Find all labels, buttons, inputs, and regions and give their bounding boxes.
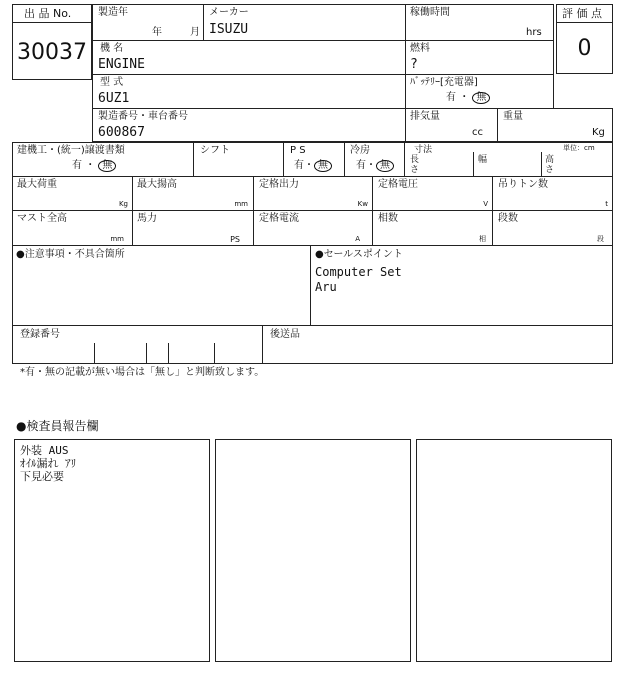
rated-voltage-unit: V (483, 200, 488, 208)
model-type-value: 6UZ1 (98, 91, 130, 106)
battery-label: ﾊﾞｯﾃﾘｰ[充電器] (410, 77, 478, 88)
fuel-label: 燃料 (410, 43, 430, 54)
dimensions-unit: 単位：cm (563, 144, 595, 152)
stage-count-unit: 段 (597, 235, 604, 243)
weight-unit: Kg (592, 127, 605, 138)
listing-number-label: 出 品 No. (24, 7, 72, 20)
aircon-yes-no: 有・ 無 (356, 160, 394, 172)
battery-yes-no: 有 ・ 無 (446, 92, 490, 104)
max-load-unit: Kg (118, 200, 128, 208)
mast-height-unit: mm (110, 235, 124, 243)
weight-label: 重量 (503, 111, 523, 122)
dimensions-label: 寸法 (414, 145, 433, 155)
displacement-unit: cc (472, 127, 483, 138)
power-steering-no-circled: 無 (314, 160, 332, 172)
model-type-label: 型 式 (100, 77, 124, 88)
shipping-items-label: 後送品 (270, 329, 300, 340)
transfer-docs-label: 建機工・(統一)譲渡書類 (17, 145, 125, 156)
battery-no-circled: 無 (472, 92, 490, 104)
fuel-value: ? (410, 57, 418, 72)
registration-number-label: 登録番号 (20, 329, 60, 340)
month-unit: 月 (190, 27, 200, 38)
listing-number-value: 30037 (17, 40, 87, 65)
length-label: 長さ (410, 155, 420, 175)
stage-count-label: 段数 (498, 213, 518, 224)
transfer-docs-yes-no: 有 ・ 無 (72, 160, 116, 172)
max-load-label: 最大荷重 (17, 179, 57, 190)
maker-label: メーカー (209, 7, 249, 18)
operating-hours-unit: hrs (526, 27, 542, 38)
horsepower-unit: PS (230, 235, 240, 244)
phase-count-unit: 相 (479, 235, 486, 243)
rated-current-label: 定格電流 (259, 213, 299, 224)
rated-current-unit: A (355, 235, 360, 243)
inspector-box-3 (416, 439, 612, 662)
inspector-report-title: ●検査員報告欄 (16, 419, 99, 433)
mast-height-label: マスト全高 (17, 213, 67, 224)
registration-box (12, 326, 613, 364)
aircon-no-circled: 無 (376, 160, 394, 172)
rated-output-label: 定格出力 (259, 179, 299, 190)
hoist-tonnage-unit: t (605, 200, 608, 208)
inspector-box-1-text: 外装 AUS ｵｲﾙ漏れ ｱﾘ 下見必要 (20, 444, 77, 483)
year-unit: 年 (152, 27, 162, 38)
displacement-label: 排気量 (410, 111, 440, 122)
model-name-value: ENGINE (98, 57, 145, 72)
phase-count-label: 相数 (378, 213, 398, 224)
max-lift-unit: mm (234, 200, 248, 208)
power-steering-label: P S (290, 145, 306, 156)
shift-label: シフト (200, 145, 230, 156)
sales-point-text: Computer Set Aru (315, 265, 402, 294)
manufacture-year-label: 製造年 (98, 7, 128, 18)
rating-label: 評 価 点 (562, 7, 602, 20)
model-name-label: 機 名 (100, 43, 124, 54)
inspector-box-2 (215, 439, 411, 662)
serial-number-label: 製造番号・車台番号 (98, 111, 188, 122)
footnote: *有・無の記載が無い場合は「無し」と判断致します。 (20, 367, 265, 378)
max-lift-label: 最大揚高 (137, 179, 177, 190)
rated-voltage-label: 定格電圧 (378, 179, 418, 190)
power-steering-yes-no: 有・ 無 (294, 160, 332, 172)
sales-point-label: ●セールスポイント (315, 249, 403, 260)
operating-hours-label: 稼働時間 (410, 7, 450, 18)
hoist-tonnage-label: 吊りトン数 (498, 179, 548, 190)
rated-output-unit: Kw (357, 200, 368, 208)
height-label: 高さ (545, 155, 555, 175)
width-label: 幅 (478, 155, 488, 165)
serial-number-value: 600867 (98, 125, 145, 140)
horsepower-label: 馬力 (137, 213, 157, 224)
maker-value: ISUZU (209, 22, 249, 37)
caution-label: ●注意事項・不具合箇所 (16, 249, 125, 260)
aircon-label: 冷房 (350, 145, 370, 156)
rating-value: 0 (577, 36, 592, 61)
transfer-docs-no-circled: 無 (98, 160, 116, 172)
spec-grid (12, 142, 613, 246)
